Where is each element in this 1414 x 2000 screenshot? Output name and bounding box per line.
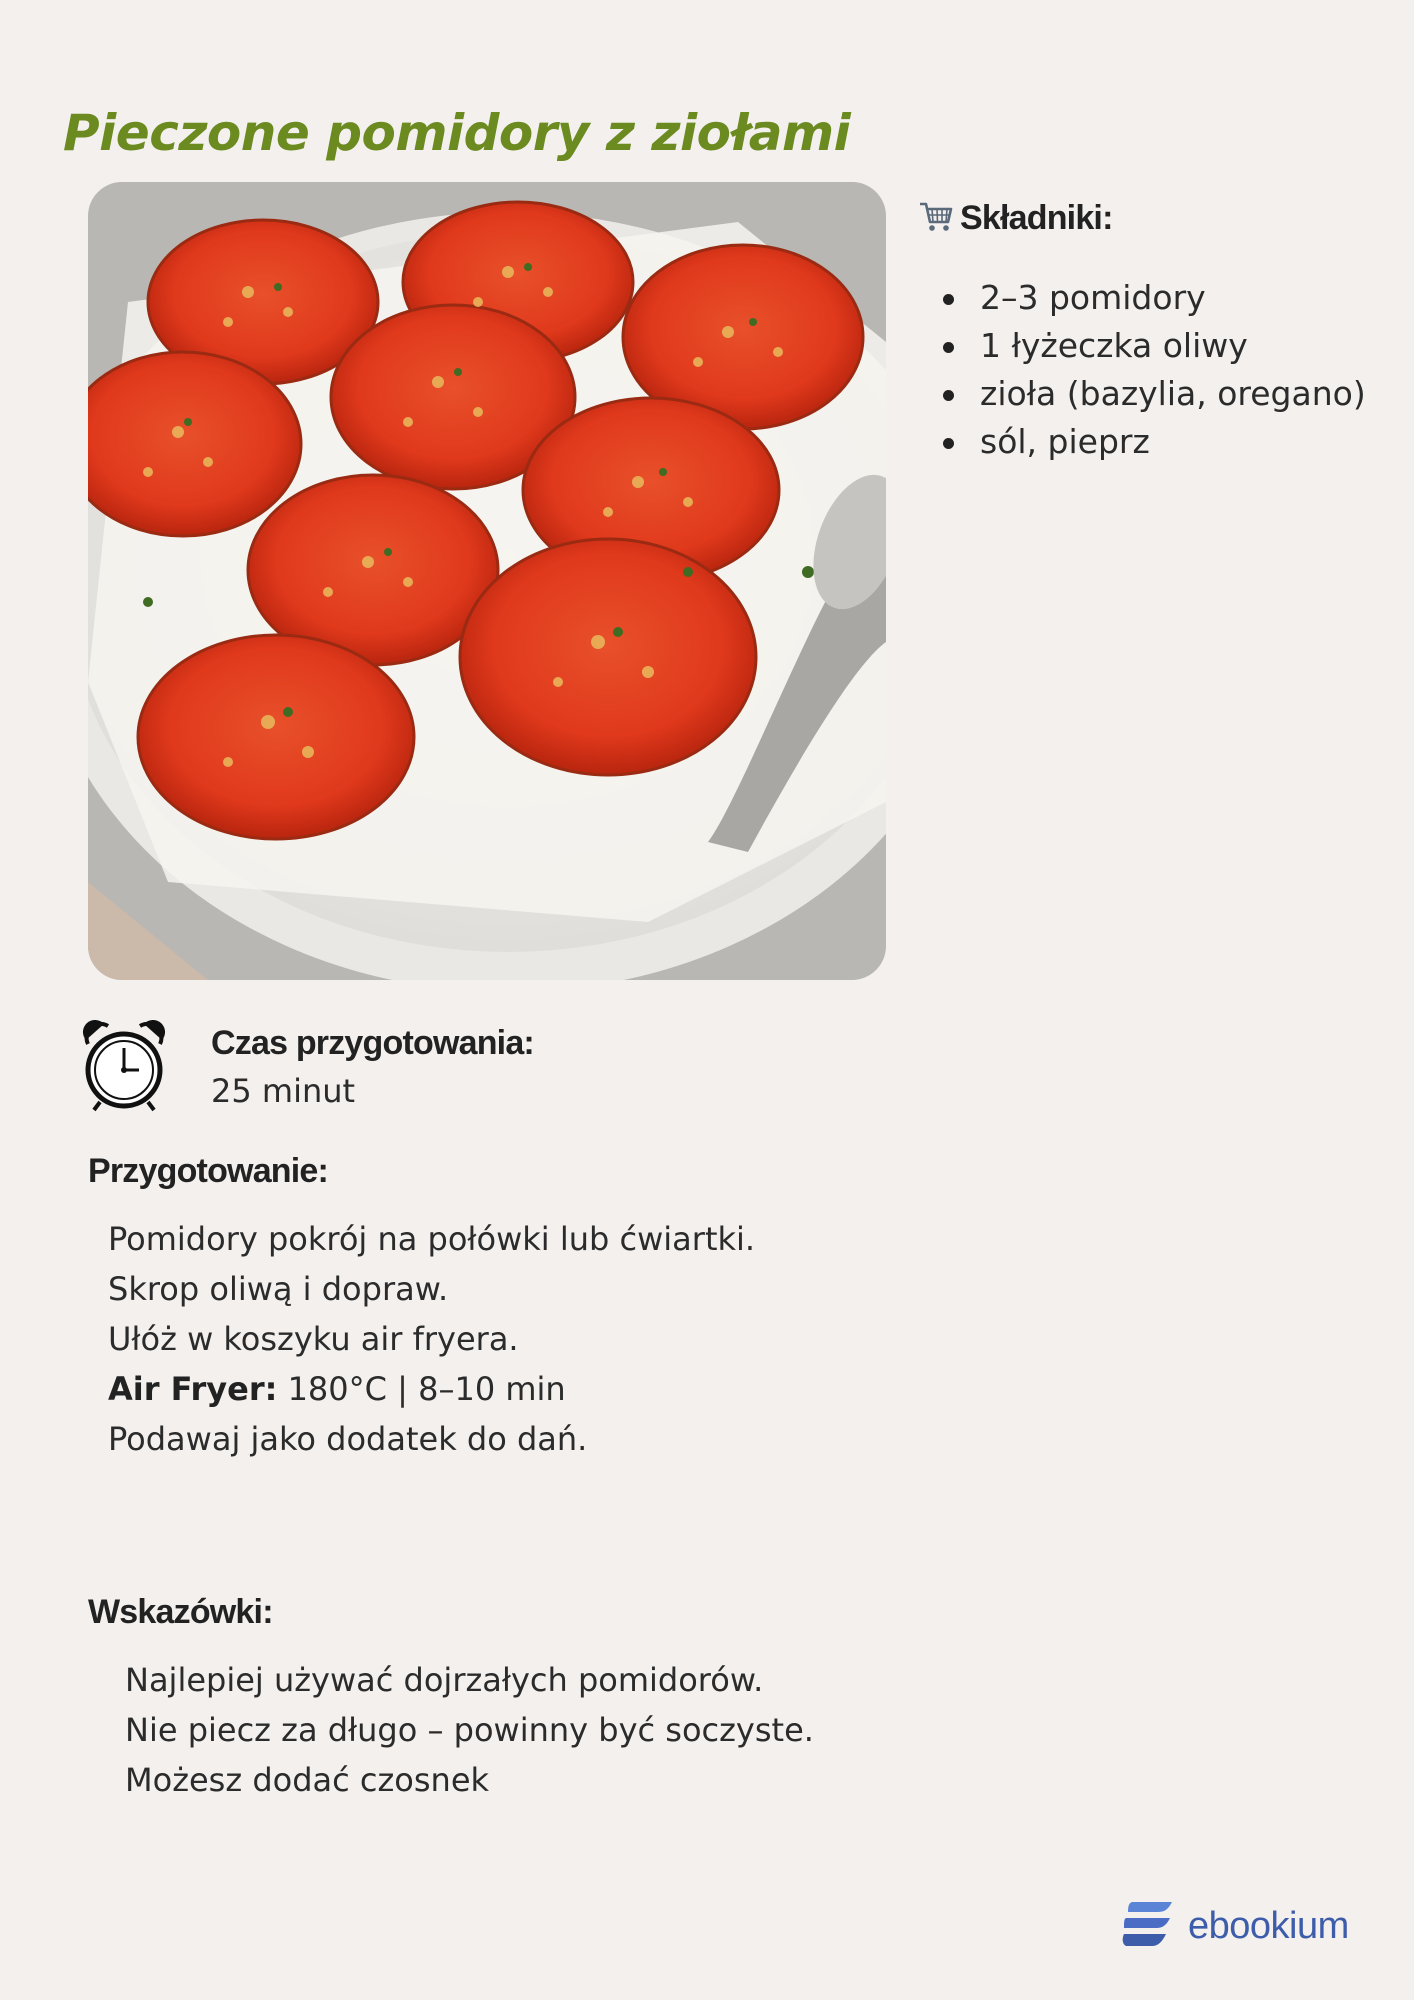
ingredients-section bbox=[918, 198, 1398, 466]
list-item: Możesz dodać czosnek bbox=[125, 1761, 490, 1799]
page-title: Pieczone pomidory z ziołami bbox=[63, 103, 851, 162]
prep-time-value: 25 minut bbox=[211, 1072, 356, 1110]
list-item: 1 łyżeczka oliwy bbox=[918, 322, 1398, 370]
list-item: sól, pieprz bbox=[918, 418, 1398, 466]
list-item: Ułóż w koszyku air fryera. bbox=[108, 1320, 519, 1358]
prep-time bbox=[76, 1018, 776, 1118]
ebookium-logo-icon bbox=[1118, 1898, 1178, 1954]
airfryer-label: Air Fryer: bbox=[108, 1370, 278, 1408]
shopping-cart-icon bbox=[918, 198, 954, 238]
ingredients-heading: Składniki: bbox=[960, 198, 1113, 237]
list-item: 2–3 pomidory bbox=[918, 274, 1398, 322]
brand-name: ebookium bbox=[1188, 1904, 1349, 1947]
alarm-clock-icon bbox=[76, 1018, 172, 1118]
list-item: Nie piecz za długo – powinny być soczyste. bbox=[125, 1711, 814, 1749]
list-item: Podawaj jako dodatek do dań. bbox=[108, 1420, 588, 1458]
list-item: Najlepiej używać dojrzałych pomidorów. bbox=[125, 1661, 764, 1699]
prep-time-label: Czas przygotowania: bbox=[211, 1024, 534, 1062]
preparation-steps bbox=[108, 1214, 755, 1464]
tips-list bbox=[125, 1655, 814, 1805]
ingredients-list bbox=[918, 274, 1398, 466]
list-item: Pomidory pokrój na połówki lub ćwiartki. bbox=[108, 1220, 756, 1258]
list-item bbox=[108, 1364, 755, 1414]
list-item: zioła (bazylia, oregano) bbox=[918, 370, 1398, 418]
preparation-heading: Przygotowanie: bbox=[88, 1152, 329, 1190]
brand-logo bbox=[1118, 1898, 1349, 1954]
recipe-photo bbox=[88, 182, 886, 980]
tips-heading: Wskazówki: bbox=[88, 1593, 273, 1631]
airfryer-value: 180°C | 8–10 min bbox=[277, 1370, 566, 1408]
list-item: Skrop oliwą i dopraw. bbox=[108, 1270, 449, 1308]
